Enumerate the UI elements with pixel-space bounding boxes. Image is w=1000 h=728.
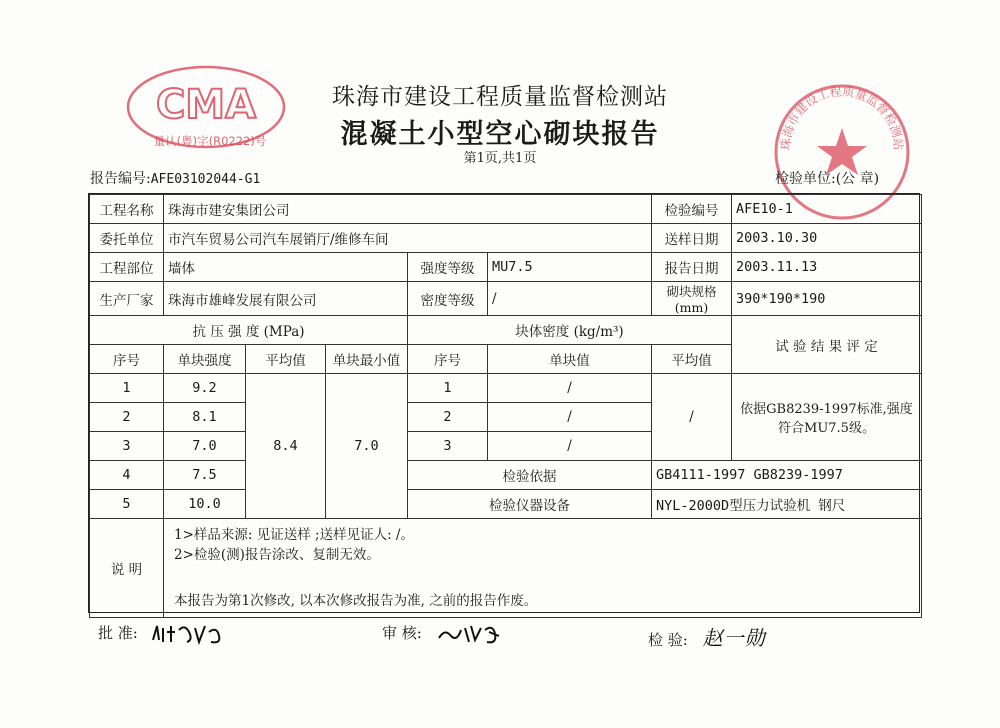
strength-row-no: 1 xyxy=(90,374,164,403)
strength-section-title: 抗 压 强 度 (MPa) xyxy=(90,316,408,345)
strength-col-no: 序号 xyxy=(90,345,164,374)
project-label: 工程名称 xyxy=(90,195,164,224)
project-value: 珠海市建安集团公司 xyxy=(164,195,652,224)
note-line-1: 1>样品来源: 见证送样 ;送样见证人: /。 xyxy=(174,527,414,543)
inspect-no-value: AFE10-1 xyxy=(732,195,922,224)
review-label: 审 核: xyxy=(382,624,422,642)
strength-row-value: 7.5 xyxy=(164,461,246,490)
density-section-title: 块体密度 (kg/m³) xyxy=(408,316,732,345)
part-label: 工程部位 xyxy=(90,253,164,282)
strength-col-min: 单块最小值 xyxy=(326,345,408,374)
equipment-label: 检验仪器设备 xyxy=(408,490,652,519)
basis-label: 检验依据 xyxy=(408,461,652,490)
block-spec-value: 390*190*190 xyxy=(732,282,922,316)
strength-col-single: 单块强度 xyxy=(164,345,246,374)
strength-col-avg: 平均值 xyxy=(246,345,326,374)
report-number-label: 报告编号: xyxy=(90,171,151,187)
inspector-name: 赵一勋 xyxy=(702,626,766,650)
report-table-frame xyxy=(88,193,920,613)
density-row-value: / xyxy=(488,403,652,432)
inspect-no-label: 检验编号 xyxy=(652,195,732,224)
strength-row-value: 9.2 xyxy=(164,374,246,403)
density-row-no: 3 xyxy=(408,432,488,461)
client-label: 委托单位 xyxy=(90,224,164,253)
inspect-label: 检 验: xyxy=(648,631,688,649)
strength-grade-value: MU7.5 xyxy=(488,253,652,282)
report-table xyxy=(89,194,922,618)
density-row-value: / xyxy=(488,432,652,461)
density-col-single: 单块值 xyxy=(488,345,652,374)
review-signature-scribble xyxy=(435,622,505,646)
report-number xyxy=(90,168,260,188)
maker-value: 珠海市雄峰发展有限公司 xyxy=(164,282,408,316)
inspect-unit xyxy=(775,168,879,188)
density-grade-value: / xyxy=(488,282,652,316)
strength-row-value: 8.1 xyxy=(164,403,246,432)
send-date-label: 送样日期 xyxy=(652,224,732,253)
density-grade-label: 密度等级 xyxy=(408,282,488,316)
strength-row-value: 10.0 xyxy=(164,490,246,519)
approve-label: 批 准: xyxy=(98,624,138,642)
density-col-avg: 平均值 xyxy=(652,345,732,374)
note-line-2: 2>检验(测)报告涂改、复制无效。 xyxy=(174,547,380,563)
inspect-signature xyxy=(648,622,766,651)
strength-grade-label: 强度等级 xyxy=(408,253,488,282)
result-text: 依据GB8239-1997标准,强度符合MU7.5级。 xyxy=(732,374,922,461)
density-col-no: 序号 xyxy=(408,345,488,374)
seal-text: 珠海市建设工程质量监督检测站 xyxy=(778,84,906,151)
strength-average: 8.4 xyxy=(246,374,326,519)
note-line-3: 本报告为第1次修改, 以本次修改报告为准, 之前的报告作废。 xyxy=(174,593,538,609)
block-spec-label: 砌块规格(mm) xyxy=(652,282,732,316)
strength-row-no: 4 xyxy=(90,461,164,490)
notes-box xyxy=(164,519,922,618)
strength-row-no: 3 xyxy=(90,432,164,461)
report-date-value: 2003.11.13 xyxy=(732,253,922,282)
strength-row-no: 2 xyxy=(90,403,164,432)
send-date-value: 2003.10.30 xyxy=(732,224,922,253)
approve-signature xyxy=(98,622,229,646)
strength-minimum: 7.0 xyxy=(326,374,408,519)
strength-row-no: 5 xyxy=(90,490,164,519)
inspect-unit-label: 检验单位: xyxy=(775,171,836,187)
client-value: 市汽车贸易公司汽车展销厅/维修车间 xyxy=(164,224,652,253)
report-number-value: AFE03102044-G1 xyxy=(150,172,261,187)
density-row-value: / xyxy=(488,374,652,403)
inspect-unit-value: (公 章) xyxy=(835,171,880,187)
basis-value: GB4111-1997 GB8239-1997 xyxy=(652,461,922,490)
report-date-label: 报告日期 xyxy=(652,253,732,282)
review-signature xyxy=(382,622,505,646)
part-value: 墙体 xyxy=(164,253,408,282)
notes-label: 说 明 xyxy=(90,519,164,618)
approve-signature-scribble xyxy=(149,622,229,646)
report-title: 混凝土小型空心砌块报告 xyxy=(340,119,660,150)
cma-stamp-text: 量认(粤)字(R0222)号 xyxy=(153,134,267,148)
org-title: 珠海市建设工程质量监督检测站 xyxy=(332,84,668,110)
maker-label: 生产厂家 xyxy=(90,282,164,316)
cma-mark: CMA xyxy=(155,82,257,128)
equipment-value: NYL-2000D型压力试验机 钢尺 xyxy=(652,490,922,519)
density-row-no: 1 xyxy=(408,374,488,403)
density-average: / xyxy=(652,374,732,461)
page-info: 第1页,共1页 xyxy=(463,151,537,166)
strength-row-value: 7.0 xyxy=(164,432,246,461)
density-row-no: 2 xyxy=(408,403,488,432)
result-title: 试 验 结 果 评 定 xyxy=(732,316,922,374)
